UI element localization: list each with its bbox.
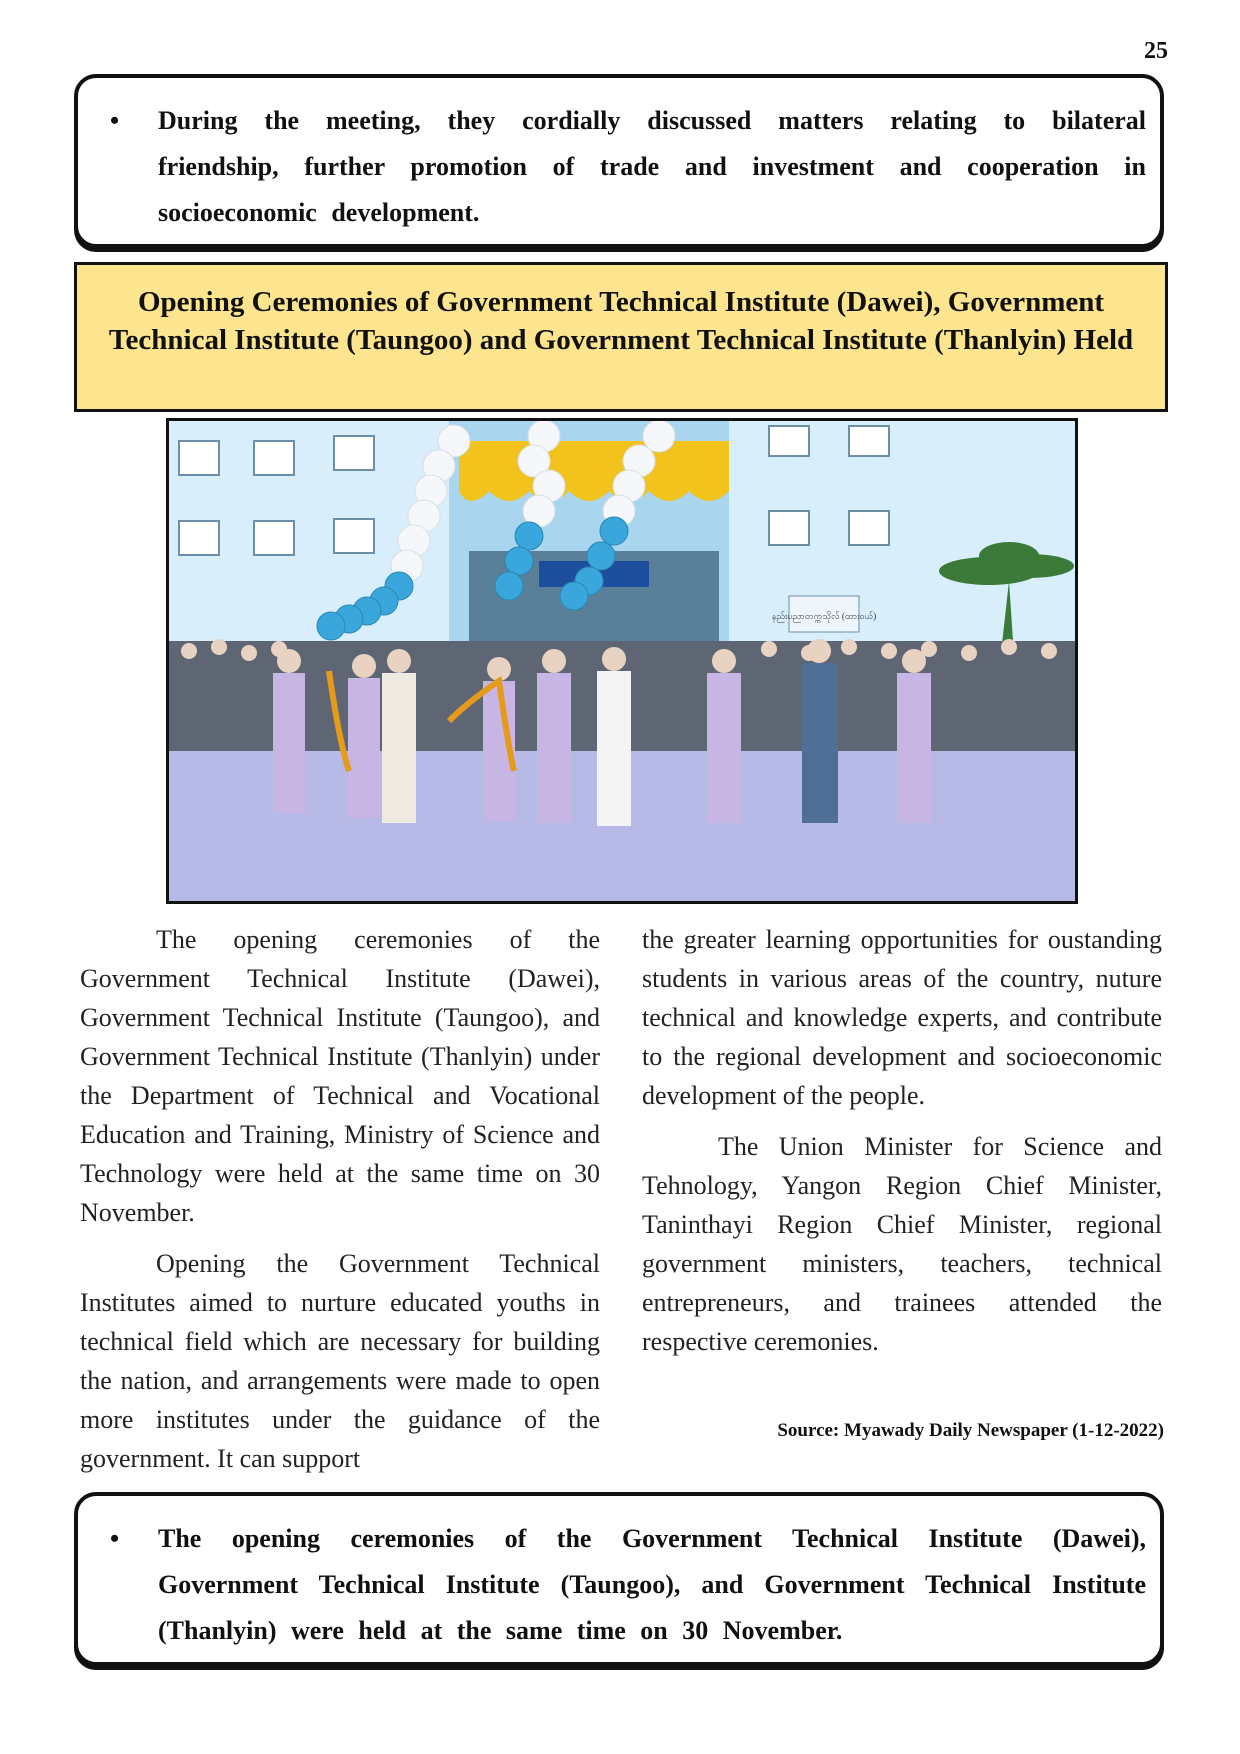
signage-text: နည်းပညာတက္ကသိုလ် (ထားဝယ်) [771,611,877,621]
article-paragraph: the greater learning opportunities for oustanding students in various areas of the country, nuture technical and knowledge experts, and contribute to the regional development and socioeconomic development of the people. [642,925,1162,1110]
ceremony-photo-illustration [169,421,1075,901]
source-citation: Source: Myawady Daily Newspaper (1-12-2022) [777,1420,1164,1441]
article-column-left [80,920,600,1490]
article-paragraph: The opening ceremonies of the Government Technical Institute (Dawei), Government Technical Institute (Taungoo), and Government Technical Institute (Thanlyin) under the Department of Technical and Vocational Education and Training, Ministry of Science and Technology were held at the same time on 30 November. [80,925,600,1227]
bullet-item: • The opening ceremonies of the Government Technical Institute (Dawei), Government Technical Institute (Taungoo), and Government Technical Institute (Thanlyin) were held at the same time on 30 November. [130,1516,1146,1654]
article-column-right [642,920,1162,1373]
headline-text: Opening Ceremonies of Government Technical Institute (Dawei), Government Technical Institute (Taungoo) and Government Technical Institute (Thanlyin) Held [108,286,1134,356]
headline-banner [74,262,1168,412]
article-paragraph: The Union Minister for Science and Tehnology, Yangon Region Chief Minister, Taninthayi Region Chief Minister, regional government ministers, teachers, technical entrepreneurs, and trainees attended the respective ceremonies. [642,1132,1162,1356]
article-paragraph: Opening the Government Technical Institutes aimed to nurture educated youths in technical field which are necessary for building the nation, and arrangements were made to open more institutes under the guidance of the government. It can support [80,1249,600,1473]
summary-box-bottom [74,1492,1164,1666]
page-number: 25 [1144,38,1168,64]
bullet-list [108,1516,1146,1654]
bullet-item: • During the meeting, they cordially discussed matters relating to bilateral friendship, further promotion of trade and investment and cooperation in socioeconomic development. [130,98,1146,236]
summary-box-top [74,74,1164,248]
ceremony-photo [166,418,1078,904]
bullet-list [108,98,1146,236]
